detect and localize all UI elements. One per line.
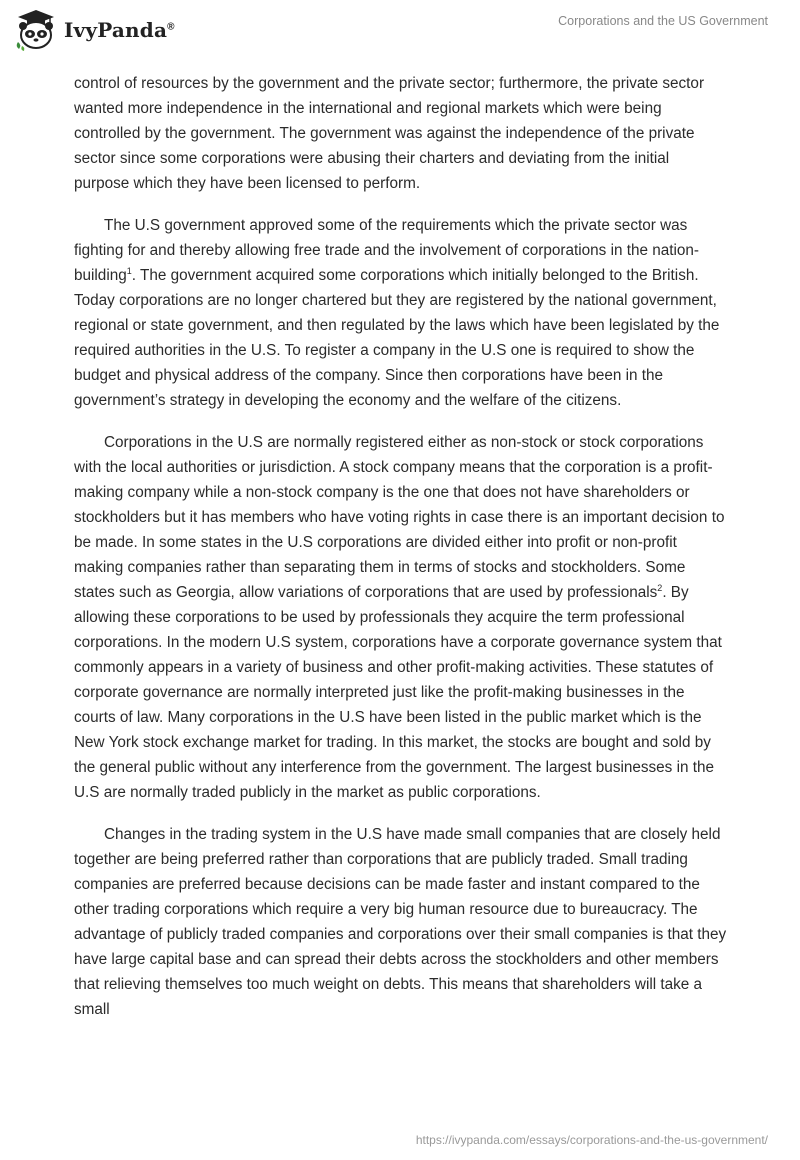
ivypanda-logo[interactable]	[14, 8, 175, 52]
source-url[interactable]: https://ivypanda.com/essays/corporations-and-the-us-government/	[415, 1133, 768, 1147]
footnote-ref-1[interactable]: 1	[126, 265, 132, 276]
panda-graduate-icon	[14, 8, 58, 52]
brand-name: IvyPanda®	[64, 18, 175, 42]
paragraph-3: Corporations in the U.S are normally registered either as non-stock or stock corporations with the local authorities or jurisdiction. A stock company means that the corporation is a profit-making company while a non-stock company is the one that does not have shareholders or stockholders but it has members who have voting rights in case there is an important decision to be made. In some states in the U.S corporations are divided either into profit or non-profit making companies rather than separating them in terms of stocks and stockholders. Some states such as Georgia, allow variations of corporations that are used by professionals$^2$. By allowing these corporations to be used by professionals they acquire the term professional corporations. In the modern U.S system, corporations have a corporate governance system that commonly appears in a variety of business and other profit-making activities. These statutes of corporate governance are normally interpreted just like the profit-making businesses in the courts of law. Many corporations in the U.S have been listed in the public market which is the New York stock exchange market for trading. In this market, the stocks are bought and sold by the general public without any interference from the government. The largest businesses in the U.S are normally traded publicly in the market as public corporations.	[74, 434, 725, 801]
document-title: Corporations and the US Government	[558, 14, 768, 28]
footnote-ref-2[interactable]: 2	[657, 582, 663, 593]
paragraph-1: control of resources by the government and the private sector; furthermore, the private sector wanted more independence in the international and regional markets which were being controlled by the government. The government was against the independence of the private sector since some corporations were abusing their charters and deviating from the initial purpose which they have been licensed to perform.	[74, 75, 705, 192]
registered-mark: ®	[167, 21, 175, 33]
paragraph-4: Changes in the trading system in the U.S have made small companies that are closely held together are being preferred rather than corporations that are publicly traded. Small trading companies are preferred because decisions can be made faster and instant compared to the other trading corporations which require a very big human resource due to bureaucracy. The advantage of publicly traded companies and corporations over their small companies is that they have large capital base and can spread their debts across the stockholders and other members that relieving themselves too much weight on debts. This means that shareholders will take a small	[74, 826, 727, 1018]
paragraph-2: The U.S government approved some of the requirements which the private sector was fighting for and thereby allowing free trade and the involvement of corporations in the nation-building$^1$. The government acquired some corporations which initially belonged to the British. Today corporations are no longer chartered but they are registered by the national government, regional or state government, and then regulated by the laws which have been legislated by the required authorities in the U.S. To register a company in the U.S one is required to show the budget and physical address of the company. Since then corporations have been in the government’s strategy in developing the economy and the welfare of the citizens.	[74, 217, 720, 409]
essay-body	[74, 71, 728, 1039]
page-header	[0, 0, 800, 64]
